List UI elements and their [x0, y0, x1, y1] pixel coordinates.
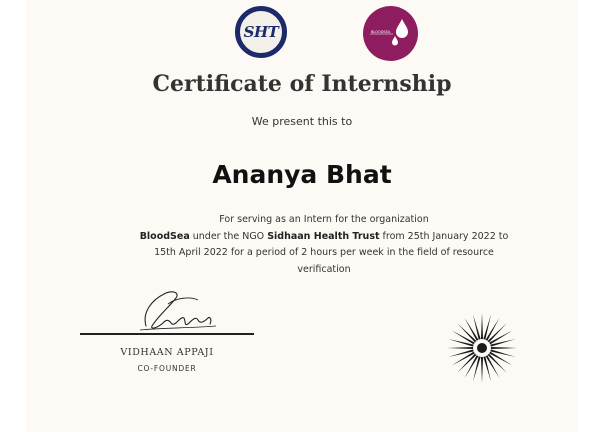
signatory-name: VIDHAAN APPAJI: [120, 347, 214, 358]
description-part3: from 25th January 2022 to 15th April 2022 for a period of 2 hours per week in the field of resource verification: [154, 230, 509, 275]
sht-logo-text: SHT: [243, 23, 279, 41]
organization-name: BloodSea: [139, 230, 190, 242]
signature: [80, 286, 254, 336]
signatory-role: CO-FOUNDER: [137, 364, 197, 373]
bloodsea-logo-text: BLOODSEA: [371, 30, 391, 34]
sunburst-seal-icon: [446, 312, 518, 384]
description-part2: under the NGO: [192, 230, 265, 242]
sht-logo: [235, 6, 287, 58]
blood-drop-icon: [363, 6, 418, 61]
ngo-name: Sidhaan Health Trust: [267, 230, 380, 242]
bloodsea-logo: [363, 6, 418, 61]
signature-line: [80, 333, 254, 335]
certificate-description: [136, 212, 512, 278]
certificate: [26, 0, 578, 432]
description-part1: For serving as an Intern for the organization: [219, 214, 429, 225]
recipient-name: Ananya Bhat: [212, 160, 392, 189]
presented-line: We present this to: [251, 115, 353, 128]
certificate-title: Certificate of Internship: [152, 71, 452, 97]
